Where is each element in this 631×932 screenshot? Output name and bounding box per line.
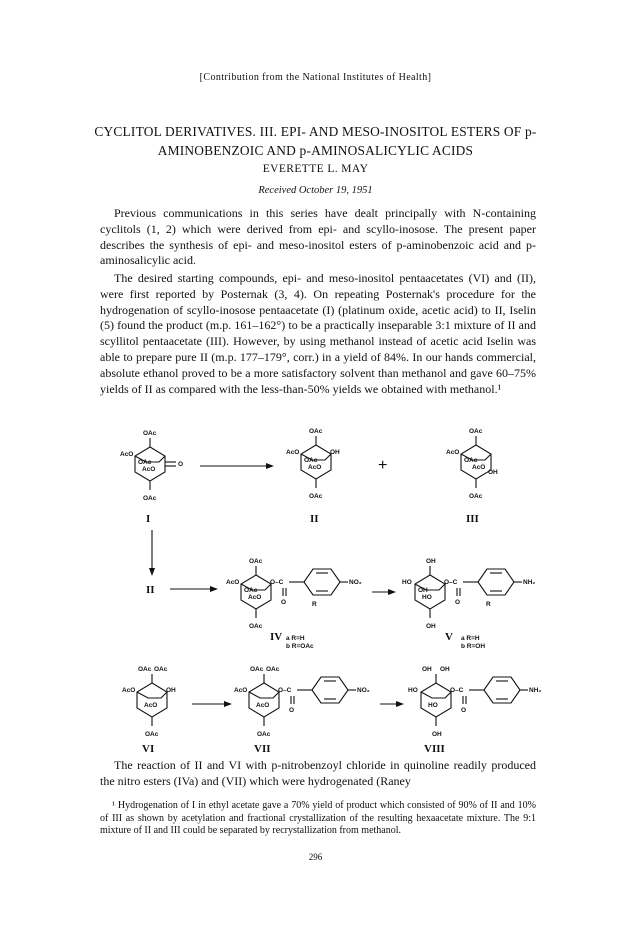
svg-text:OH: OH xyxy=(432,731,442,738)
svg-text:OAc: OAc xyxy=(249,558,263,565)
plus-sign: + xyxy=(378,457,388,474)
svg-text:AcO: AcO xyxy=(226,579,240,586)
svg-text:OAc: OAc xyxy=(309,428,323,435)
legend-IV-a: a R=H xyxy=(286,635,305,642)
paragraph-starting-compounds: The desired starting compounds, epi- and meso-inositol pentaacetates (VI) and (II), were first reported by Posternak (3, 4). On repeating Posternak's procedure for the hydrogenation of scyllo-inosose pentaacetate (I) (platinum oxide, acetic acid) to II, Iselin (5) found the product (m.p. 161–162°) to be a practically inseparable 3:1 mixture of II and scyllitol pentaacetate (III). However, by using methanol instead of acetic acid Iselin was able to prepare pure II (m.p. 177–179°, corr.) in a yield of 84%. In our hands commercial, absolute ethanol proved to be a more satisfactory solvent than methanol and gave 60–75% yields of II as compared with the less-than-50% yields we obtained with methanol.¹ xyxy=(100,271,536,396)
author-name: EVERETTE L. MAY xyxy=(262,163,369,175)
article-title: CYCLITOL DERIVATIVES. III. EPI- AND MESO-INOSITOL ESTERS OF p-AMINOBENZOIC AND p-AMINOSALICYLIC ACIDS xyxy=(94,124,537,158)
svg-text:OAc: OAc xyxy=(469,428,483,435)
compound-V-structure xyxy=(402,558,535,630)
svg-text:OAc: OAc xyxy=(244,587,258,594)
svg-text:OAc: OAc xyxy=(154,666,168,673)
svg-text:OAc: OAc xyxy=(304,457,318,464)
svg-text:OAc: OAc xyxy=(138,459,152,466)
svg-text:OAc: OAc xyxy=(257,731,271,738)
svg-text:AcO: AcO xyxy=(122,687,136,694)
svg-text:OAc: OAc xyxy=(469,493,483,500)
svg-text:O: O xyxy=(281,599,287,606)
svg-text:R: R xyxy=(312,601,317,608)
label-V: V xyxy=(445,631,453,643)
svg-text:O: O xyxy=(461,707,467,714)
svg-text:HO: HO xyxy=(402,579,412,586)
compound-VIII-structure xyxy=(408,666,541,738)
svg-text:NO₂: NO₂ xyxy=(357,687,370,694)
compound-VII-structure xyxy=(234,666,370,738)
svg-text:OH: OH xyxy=(418,587,428,594)
svg-text:O–C: O–C xyxy=(444,579,458,586)
svg-text:OH: OH xyxy=(440,666,450,673)
svg-text:OH: OH xyxy=(422,666,432,673)
svg-text:NO₂: NO₂ xyxy=(349,579,362,586)
paragraph-intro: Previous communications in this series have dealt principally with N-containing cyclitols (1, 2) which were derived from epi- and scyllo-inosose. The present paper describes the synthesis of epi- and meso-inositol esters of p-aminobenzoic acid and p-aminosalicylic acid. xyxy=(100,206,536,268)
label-IV: IV xyxy=(270,631,283,643)
label-I: I xyxy=(146,513,151,525)
label-III: III xyxy=(466,513,479,525)
svg-text:AcO: AcO xyxy=(308,464,322,471)
svg-text:AcO: AcO xyxy=(248,594,262,601)
footnote-1: ¹ Hydrogenation of I in ethyl acetate gave a 70% yield of product which consisted of 90% of II and 10% of III as shown by acetylation and fractional crystallization of the resulting hexaacetate mixture. The 9:1 mixture of II and III could be separated by recrystallization from methanol. xyxy=(100,800,536,837)
svg-text:O–C: O–C xyxy=(278,687,292,694)
compound-I-structure xyxy=(120,430,183,502)
label-VI: VI xyxy=(142,743,155,755)
label-VII: VII xyxy=(254,743,271,755)
svg-text:OAc: OAc xyxy=(464,457,478,464)
svg-text:OAc: OAc xyxy=(249,623,263,630)
svg-text:R: R xyxy=(486,601,491,608)
svg-text:O: O xyxy=(455,599,461,606)
svg-text:NH₂: NH₂ xyxy=(523,579,536,586)
svg-text:AcO: AcO xyxy=(286,449,300,456)
legend-IV-b: b R=OAc xyxy=(286,643,314,650)
svg-text:OH: OH xyxy=(426,558,436,565)
label-II: II xyxy=(310,513,319,525)
svg-text:OAc: OAc xyxy=(138,666,152,673)
svg-text:OAc: OAc xyxy=(309,493,323,500)
contribution-header: [Contribution from the National Institutes of Health] xyxy=(199,72,432,83)
svg-text:O–C: O–C xyxy=(450,687,464,694)
received-date: Received October 19, 1951 xyxy=(258,185,373,196)
svg-text:AcO: AcO xyxy=(472,464,486,471)
svg-text:AcO: AcO xyxy=(256,702,270,709)
compound-II-structure xyxy=(286,428,340,500)
svg-text:OAc: OAc xyxy=(250,666,264,673)
svg-text:O: O xyxy=(289,707,295,714)
svg-text:HO: HO xyxy=(408,687,418,694)
svg-text:HO: HO xyxy=(428,702,438,709)
svg-text:OH: OH xyxy=(488,469,498,476)
compound-IV-structure xyxy=(226,558,362,630)
svg-text:NH₂: NH₂ xyxy=(529,687,542,694)
svg-text:OAc: OAc xyxy=(266,666,280,673)
svg-text:OH: OH xyxy=(426,623,436,630)
compound-III-structure xyxy=(446,428,498,500)
svg-text:AcO: AcO xyxy=(234,687,248,694)
svg-text:OH: OH xyxy=(330,449,340,456)
svg-text:OAc: OAc xyxy=(143,495,157,502)
svg-text:O–C: O–C xyxy=(270,579,284,586)
svg-text:OAc: OAc xyxy=(143,430,157,437)
svg-text:O: O xyxy=(178,461,184,468)
svg-text:AcO: AcO xyxy=(142,466,156,473)
legend-V-a: a R=H xyxy=(461,635,480,642)
paragraph-reaction: The reaction of II and VI with p-nitrobenzoyl chloride in quinoline readily produced the nitro esters (IVa) and (VII) which were hydrogenated (Raney xyxy=(100,758,536,788)
svg-text:HO: HO xyxy=(422,594,432,601)
legend-V-b: b R=OH xyxy=(461,643,486,650)
svg-text:OAc: OAc xyxy=(145,731,159,738)
label-II-second: II xyxy=(146,584,155,596)
svg-text:OH: OH xyxy=(166,687,176,694)
svg-text:AcO: AcO xyxy=(144,702,158,709)
svg-text:AcO: AcO xyxy=(120,451,134,458)
page-number: 296 xyxy=(308,852,323,862)
label-VIII: VIII xyxy=(424,743,445,755)
svg-text:AcO: AcO xyxy=(446,449,460,456)
compound-VI-structure xyxy=(122,666,176,738)
